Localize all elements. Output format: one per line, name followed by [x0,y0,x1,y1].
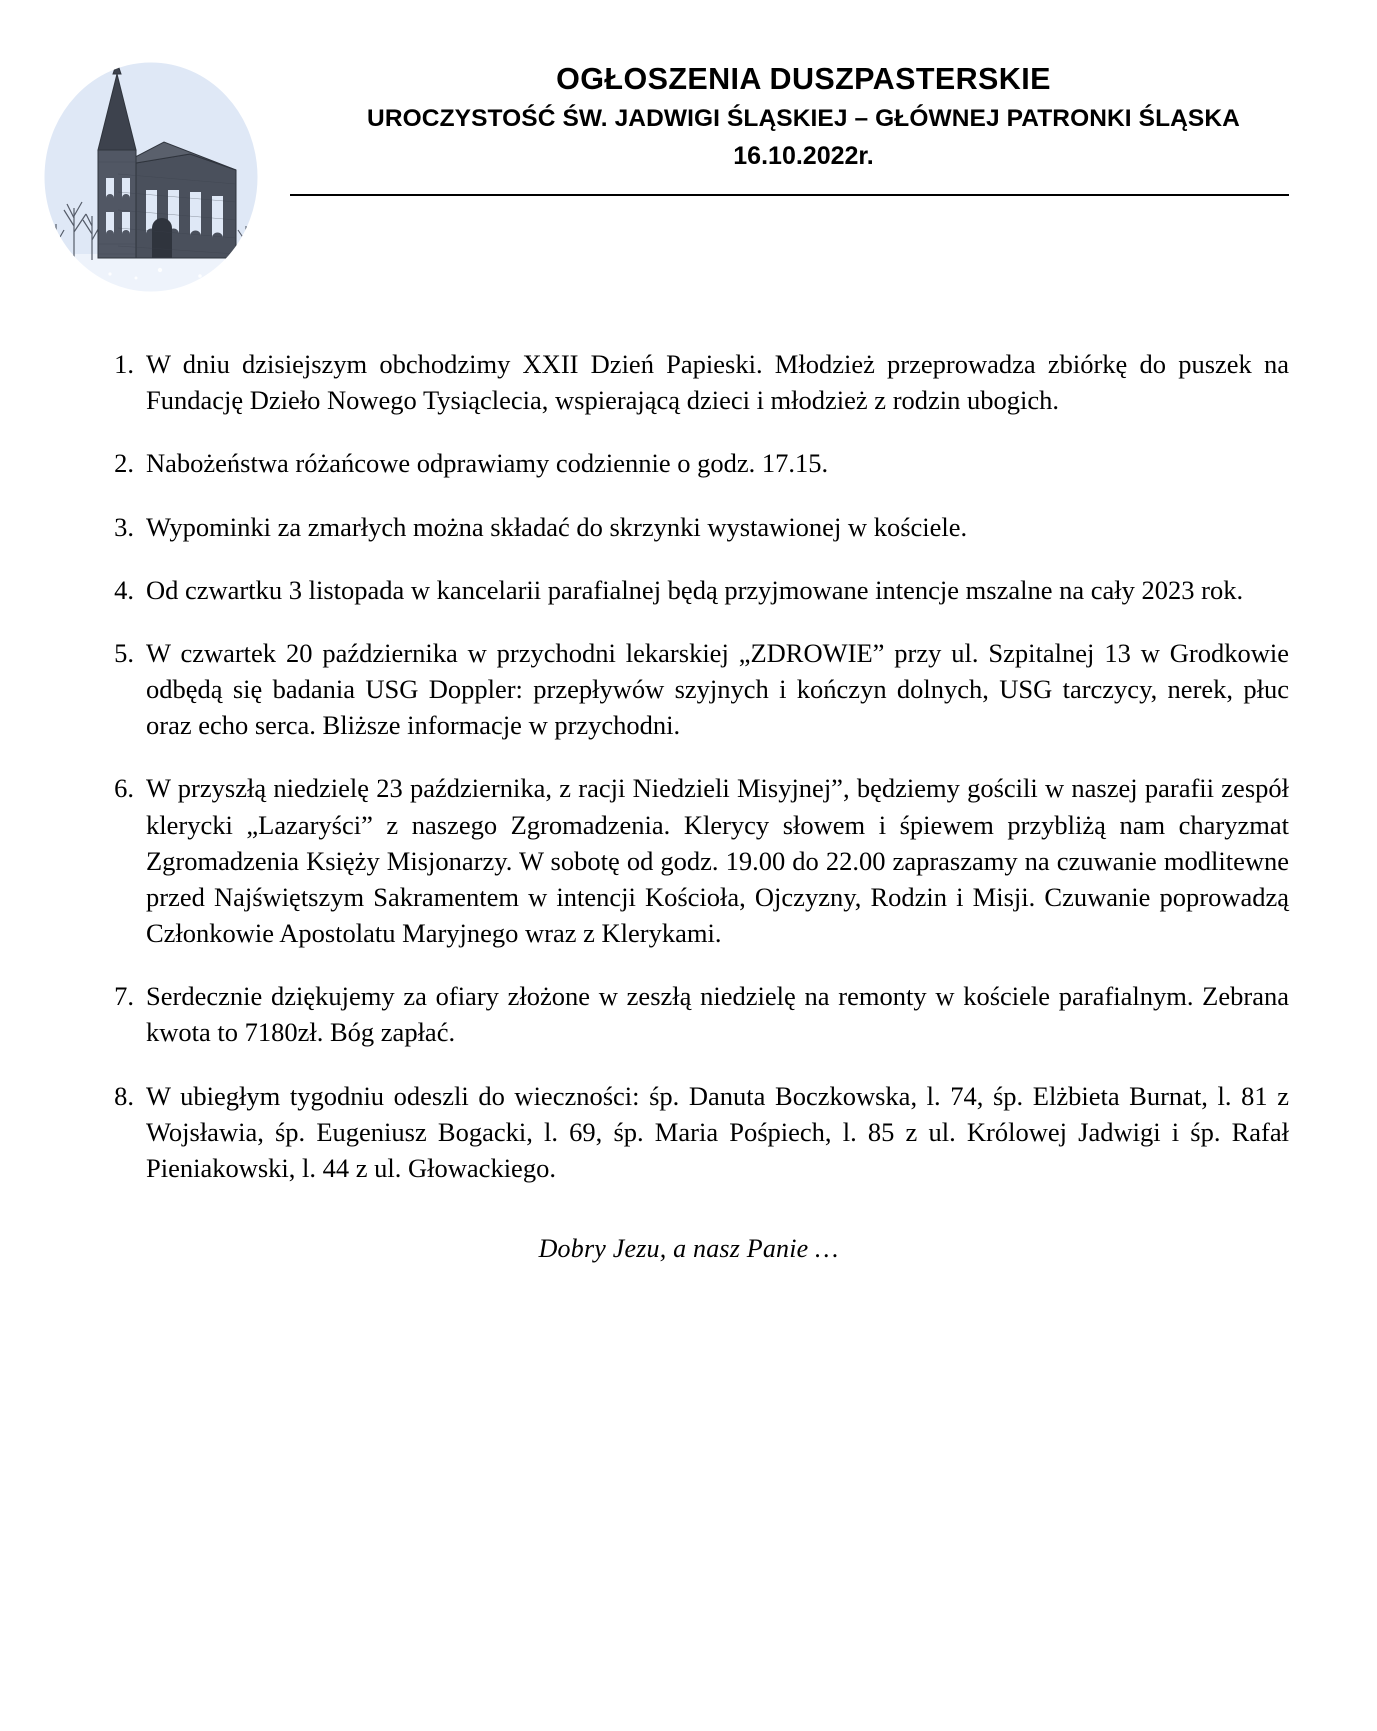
header-divider [290,194,1289,196]
list-item: Nabożeństwa różańcowe odprawiamy codziennie o godz. 17.15. [146,448,829,479]
header-divider-wrap [290,194,1289,196]
church-illustration-icon [40,58,262,296]
page-date: 16.10.2022r. [733,141,874,170]
page-subtitle: UROCZYSTOŚĆ ŚW. JADWIGI ŚLĄSKIEJ – GŁÓWNEJ PATRONKI ŚLĄSKA [367,104,1240,132]
list-item: Wypominki za zmarłych można składać do skrzynki wystawionej w kościele. [146,511,968,542]
list-item: W przyszłą niedzielę 23 października, z racji Niedzieli Misyjnej”, będziemy gościli w naszej parafii zespół klerycki „Lazaryści” z naszego Zgromadzenia. Klerycy słowem i śpiewem przybliżą nam charyzmat Zgromadzenia Księży Misjonarzy. W sobotę od godz. 19.00 do 22.00 zapraszamy na czuwanie modlitewne przed Najświętszym Sakramentem w intencji Kościoła, Ojczyzny, Rodzin i Misji. Czuwanie poprowadzą Członkowie Apostolatu Maryjnego wraz z Klerykami. [146,773,1289,949]
list-item: W dniu dzisiejszym obchodzimy XXII Dzień Papieski. Młodzież przeprowadza zbiórkę do puszek na Fundację Dzieło Nowego Tysiąclecia, wspierającą dzieci i młodzież z rodzin ubogich. [146,349,1289,416]
document-header [0,0,1377,260]
list-item: Od czwartku 3 listopada w kancelarii parafialnej będą przyjmowane intencje mszalne na cały 2023 rok. [146,574,1244,605]
document-body [88,346,1289,1264]
list-item: W ubiegłym tygodniu odeszli do wieczności: śp. Danuta Boczkowska, l. 74, śp. Elżbieta Burnat, l. 81 z Wojsławia, śp. Eugeniusz Bogacki, l. 69, śp. Maria Pośpiech, l. 85 z ul. Królowej Jadwigi i śp. Rafał Pieniakowski, l. 44 z ul. Głowackiego. [146,1080,1289,1183]
list-item: Serdecznie dziękujemy za ofiary złożone w zeszłą niedzielę na remonty w kościele parafialnym. Zebrana kwota to 7180zł. Bóg zapłać. [146,981,1289,1048]
header-text-block [290,62,1317,172]
page-title: OGŁOSZENIA DUSZPASTERSKIE [556,62,1051,96]
list-item: W czwartek 20 października w przychodni lekarskiej „ZDROWIE” przy ul. Szpitalnej 13 w Grodkowie odbędą się badania USG Doppler: przepływów szyjnych i kończyn dolnych, USG tarczycy, nerek, płuc oraz echo serca. Bliższe informacje w przychodni. [146,637,1289,741]
announcement-list [88,346,1289,1186]
closing-line: Dobry Jezu, a nasz Panie … [538,1234,839,1264]
